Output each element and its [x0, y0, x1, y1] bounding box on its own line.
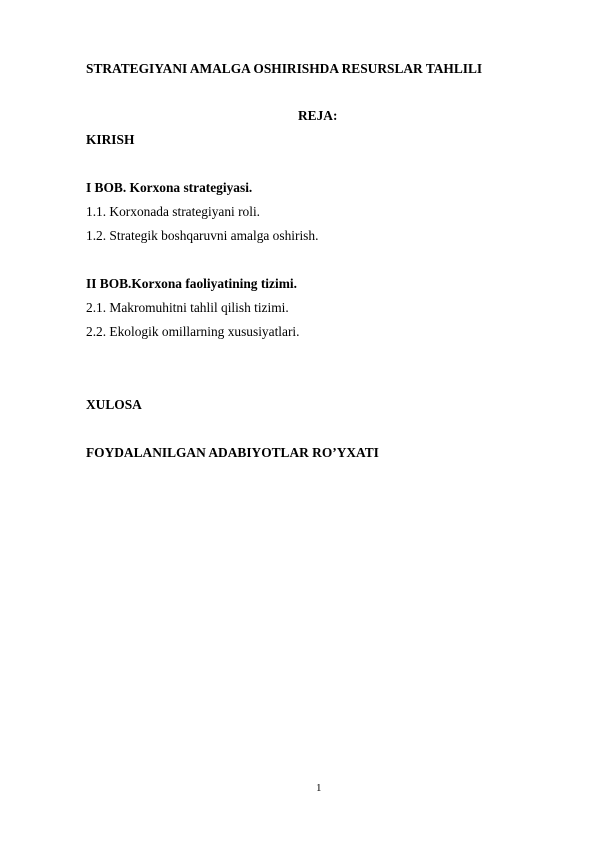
page-number: 1	[316, 782, 322, 794]
section-1-1: 1.1. Korxonada strategiyani roli.	[86, 204, 261, 219]
chapter-2-heading: II BOB.Korxona faoliyatining tizimi.	[86, 276, 297, 291]
plan-heading: REJA:	[298, 108, 338, 123]
references-heading: FOYDALANILGAN ADABIYOTLAR RO’YXATI	[86, 445, 379, 460]
chapter-1-heading: I BOB. Korxona strategiyasi.	[86, 180, 253, 195]
intro-heading: KIRISH	[86, 132, 135, 147]
document-title: STRATEGIYANI AMALGA OSHIRISHDA RESURSLAR TAHLILI	[86, 61, 483, 76]
conclusion-heading: XULOSA	[86, 397, 142, 412]
section-2-2: 2.2. Ekologik omillarning xususiyatlari.	[86, 324, 300, 339]
section-2-1: 2.1. Makromuhitni tahlil qilish tizimi.	[86, 300, 289, 315]
section-1-2: 1.2. Strategik boshqaruvni amalga oshirish.	[86, 228, 319, 243]
